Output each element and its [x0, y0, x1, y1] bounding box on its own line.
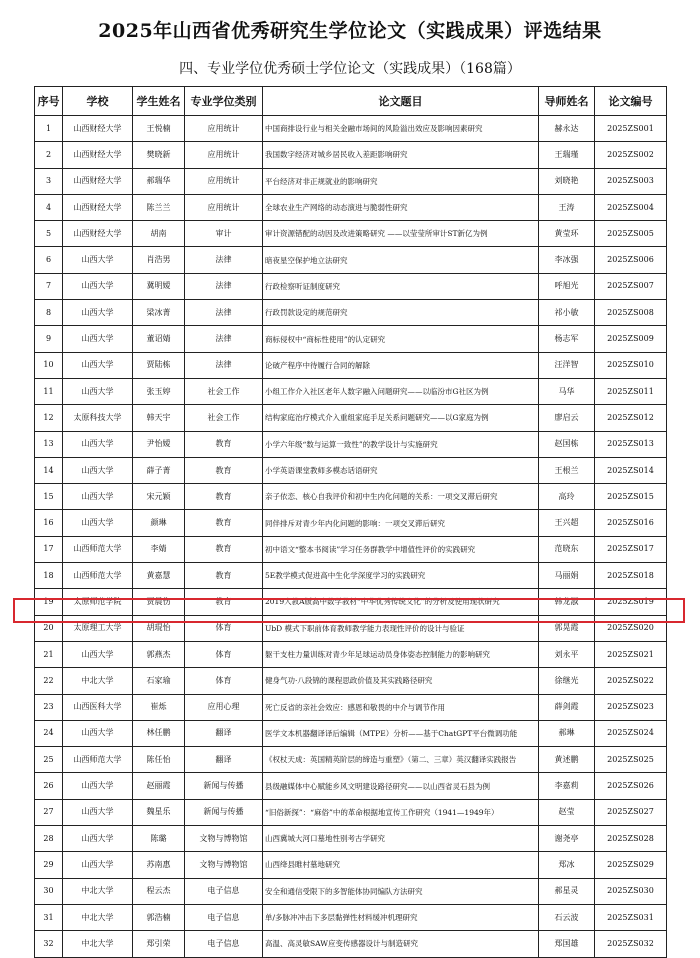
cell-student: 颜琳	[133, 510, 185, 536]
cell-advisor: 马华	[539, 378, 595, 404]
cell-category: 法律	[185, 352, 263, 378]
cell-school: 中北大学	[63, 668, 133, 694]
cell-school: 山西大学	[63, 326, 133, 352]
page-title: 2025年山西省优秀研究生学位论文（实践成果）评选结果	[98, 20, 602, 42]
header-student: 学生姓名	[133, 87, 185, 116]
cell-student: 郭浩楠	[133, 904, 185, 930]
cell-no: 31	[35, 904, 63, 930]
cell-no: 8	[35, 300, 63, 326]
cell-no: 12	[35, 405, 63, 431]
cell-no: 11	[35, 378, 63, 404]
cell-category: 教育	[185, 510, 263, 536]
cell-student: 李婧	[133, 536, 185, 562]
cell-category: 翻译	[185, 720, 263, 746]
cell-student: 胡琨怡	[133, 615, 185, 641]
cell-code: 2025ZS003	[595, 168, 667, 194]
cell-student: 张玉婷	[133, 378, 185, 404]
cell-advisor: 石云波	[539, 904, 595, 930]
cell-no: 27	[35, 799, 63, 825]
cell-school: 山西财经大学	[63, 194, 133, 220]
cell-advisor: 李嘉莉	[539, 773, 595, 799]
cell-school: 山西财经大学	[63, 116, 133, 142]
cell-advisor: 王涛	[539, 194, 595, 220]
cell-category: 法律	[185, 247, 263, 273]
table-row	[35, 484, 667, 510]
cell-school: 山西大学	[63, 247, 133, 273]
cell-student: 石家瑜	[133, 668, 185, 694]
cell-student: 程云杰	[133, 878, 185, 904]
cell-topic: 同伴排斥对青少年内化问题的影响：一项交叉滞后研究	[263, 510, 539, 536]
cell-category: 文物与博物馆	[185, 826, 263, 852]
header-school: 学校	[63, 87, 133, 116]
cell-school: 中北大学	[63, 878, 133, 904]
cell-no: 26	[35, 773, 63, 799]
cell-school: 太原科技大学	[63, 405, 133, 431]
cell-code: 2025ZS005	[595, 221, 667, 247]
results-table	[34, 86, 667, 958]
table-row	[35, 431, 667, 457]
cell-no: 9	[35, 326, 63, 352]
cell-advisor: 汪洋智	[539, 352, 595, 378]
cell-student: 王悦楠	[133, 116, 185, 142]
cell-code: 2025ZS024	[595, 720, 667, 746]
cell-category: 新闻与传播	[185, 799, 263, 825]
cell-category: 电子信息	[185, 878, 263, 904]
cell-school: 山西大学	[63, 431, 133, 457]
cell-advisor: 祁小敏	[539, 300, 595, 326]
cell-school: 山西大学	[63, 799, 133, 825]
cell-student: 胡南	[133, 221, 185, 247]
cell-topic: 《权杖天成：英国精英阶层的缔造与重塑》（第二、三章）英汉翻译实践报告	[263, 747, 539, 773]
table-body	[35, 116, 667, 958]
table-row	[35, 378, 667, 404]
table-row	[35, 300, 667, 326]
cell-student: 陈璐	[133, 826, 185, 852]
cell-student: 梁冰菁	[133, 300, 185, 326]
cell-school: 山西财经大学	[63, 221, 133, 247]
cell-code: 2025ZS001	[595, 116, 667, 142]
cell-category: 新闻与传播	[185, 773, 263, 799]
cell-topic: 商标侵权中“商标性使用”的认定研究	[263, 326, 539, 352]
cell-topic: 小学英语课堂教师多模态话语研究	[263, 457, 539, 483]
cell-code: 2025ZS019	[595, 589, 667, 615]
cell-topic: 我国数字经济对城乡居民收入差距影响研究	[263, 142, 539, 168]
cell-topic: 高温、高灵敏SAW应变传感器设计与制造研究	[263, 931, 539, 957]
table-row	[35, 273, 667, 299]
cell-category: 应用统计	[185, 116, 263, 142]
cell-category: 应用统计	[185, 194, 263, 220]
cell-topic: “旧俗新探”：“麻俗”中的革命根据地宣传工作研究（1941—1949年）	[263, 799, 539, 825]
cell-student: 贾陆栋	[133, 352, 185, 378]
cell-student: 肖浩男	[133, 247, 185, 273]
cell-advisor: 李冰强	[539, 247, 595, 273]
cell-topic: 单/多脉冲冲击下多层黏弹性材料缓冲机理研究	[263, 904, 539, 930]
cell-advisor: 刘晓艳	[539, 168, 595, 194]
cell-student: 宋元颖	[133, 484, 185, 510]
cell-topic: 5E教学模式促进高中生化学深度学习的实践研究	[263, 563, 539, 589]
cell-no: 10	[35, 352, 63, 378]
cell-no: 16	[35, 510, 63, 536]
cell-code: 2025ZS018	[595, 563, 667, 589]
cell-topic: 山西绛县睢村墓地研究	[263, 852, 539, 878]
cell-no: 2	[35, 142, 63, 168]
table-row	[35, 799, 667, 825]
cell-code: 2025ZS017	[595, 536, 667, 562]
cell-category: 教育	[185, 563, 263, 589]
cell-no: 20	[35, 615, 63, 641]
table-row	[35, 563, 667, 589]
cell-topic: 中国商排设行业与相关金融市场间的风险溢出效应及影响因素研究	[263, 116, 539, 142]
cell-topic: 结构家庭治疗模式介入重组家庭手足关系问题研究——以G家庭为例	[263, 405, 539, 431]
table-row	[35, 510, 667, 536]
cell-topic: 2019人教A版高中数学教材“中华优秀传统文化”的分析及使用现状研究	[263, 589, 539, 615]
cell-no: 4	[35, 194, 63, 220]
cell-code: 2025ZS004	[595, 194, 667, 220]
cell-no: 19	[35, 589, 63, 615]
cell-code: 2025ZS028	[595, 826, 667, 852]
table-row	[35, 720, 667, 746]
cell-school: 山西大学	[63, 826, 133, 852]
cell-code: 2025ZS016	[595, 510, 667, 536]
cell-no: 25	[35, 747, 63, 773]
cell-code: 2025ZS031	[595, 904, 667, 930]
cell-school: 太原师范学院	[63, 589, 133, 615]
cell-code: 2025ZS013	[595, 431, 667, 457]
cell-no: 6	[35, 247, 63, 273]
cell-advisor: 刘永平	[539, 641, 595, 667]
cell-school: 山西大学	[63, 300, 133, 326]
cell-category: 社会工作	[185, 378, 263, 404]
cell-topic: 死亡反省的亲社会效应：感恩和敬畏的中介与调节作用	[263, 694, 539, 720]
cell-code: 2025ZS020	[595, 615, 667, 641]
table-row	[35, 194, 667, 220]
cell-student: 韩天宇	[133, 405, 185, 431]
cell-student: 魏星乐	[133, 799, 185, 825]
cell-topic: 小组工作介入社区老年人数字融入问题研究——以临汾市G社区为例	[263, 378, 539, 404]
cell-category: 法律	[185, 326, 263, 352]
cell-no: 15	[35, 484, 63, 510]
table-row	[35, 221, 667, 247]
cell-advisor: 赵国栋	[539, 431, 595, 457]
cell-school: 山西大学	[63, 852, 133, 878]
table-row	[35, 641, 667, 667]
cell-school: 山西大学	[63, 457, 133, 483]
cell-school: 山西财经大学	[63, 168, 133, 194]
cell-topic: 暗夜星空保护地立法研究	[263, 247, 539, 273]
cell-topic: 全球农业生产网络的动态演进与脆弱性研究	[263, 194, 539, 220]
cell-category: 教育	[185, 589, 263, 615]
cell-student: 赵丽霞	[133, 773, 185, 799]
cell-no: 18	[35, 563, 63, 589]
table-row	[35, 589, 667, 615]
cell-category: 体育	[185, 615, 263, 641]
cell-topic: 论破产程序中待履行合同的解除	[263, 352, 539, 378]
cell-code: 2025ZS029	[595, 852, 667, 878]
cell-advisor: 郑国雄	[539, 931, 595, 957]
cell-no: 3	[35, 168, 63, 194]
table-row	[35, 931, 667, 957]
table-row	[35, 116, 667, 142]
cell-category: 社会工作	[185, 405, 263, 431]
cell-advisor: 谢尧亭	[539, 826, 595, 852]
cell-code: 2025ZS002	[595, 142, 667, 168]
cell-code: 2025ZS009	[595, 326, 667, 352]
cell-topic: 行政罚款设定的规范研究	[263, 300, 539, 326]
header-no: 序号	[35, 87, 63, 116]
cell-no: 28	[35, 826, 63, 852]
table-row	[35, 457, 667, 483]
cell-no: 24	[35, 720, 63, 746]
cell-student: 郝瑞华	[133, 168, 185, 194]
table-header-row	[35, 87, 667, 116]
cell-school: 山西师范大学	[63, 536, 133, 562]
cell-school: 山西大学	[63, 273, 133, 299]
cell-topic: 小学六年级“数与运算一致性”的教学设计与实施研究	[263, 431, 539, 457]
cell-school: 山西师范大学	[63, 563, 133, 589]
cell-no: 29	[35, 852, 63, 878]
cell-no: 32	[35, 931, 63, 957]
cell-code: 2025ZS030	[595, 878, 667, 904]
cell-code: 2025ZS022	[595, 668, 667, 694]
table-row	[35, 352, 667, 378]
cell-no: 22	[35, 668, 63, 694]
cell-school: 山西财经大学	[63, 142, 133, 168]
cell-school: 山西大学	[63, 773, 133, 799]
cell-school: 山西大学	[63, 720, 133, 746]
table-row	[35, 878, 667, 904]
cell-advisor: 王根兰	[539, 457, 595, 483]
cell-advisor: 范晓东	[539, 536, 595, 562]
cell-school: 山西大学	[63, 510, 133, 536]
cell-student: 董诏婧	[133, 326, 185, 352]
cell-code: 2025ZS007	[595, 273, 667, 299]
cell-topic: 山西冀城大河口墓地性别考古学研究	[263, 826, 539, 852]
cell-code: 2025ZS012	[595, 405, 667, 431]
cell-student: 樊晓新	[133, 142, 185, 168]
table-row	[35, 747, 667, 773]
cell-topic: 亲子依恋、核心自我评价和初中生内化问题的关系：一项交叉滞后研究	[263, 484, 539, 510]
table-row	[35, 773, 667, 799]
table-row	[35, 668, 667, 694]
cell-advisor: 薛剑霞	[539, 694, 595, 720]
cell-category: 体育	[185, 668, 263, 694]
cell-code: 2025ZS026	[595, 773, 667, 799]
cell-code: 2025ZS025	[595, 747, 667, 773]
cell-code: 2025ZS032	[595, 931, 667, 957]
cell-advisor: 高玲	[539, 484, 595, 510]
table-row	[35, 615, 667, 641]
section-subtitle: 四、专业学位优秀硕士学位论文（实践成果）（168篇）	[179, 61, 521, 77]
cell-student: 陈兰兰	[133, 194, 185, 220]
cell-topic: 县级融媒体中心赋能乡风文明建设路径研究——以山西省灵石县为例	[263, 773, 539, 799]
cell-code: 2025ZS027	[595, 799, 667, 825]
table-row	[35, 904, 667, 930]
cell-code: 2025ZS021	[595, 641, 667, 667]
table-row	[35, 326, 667, 352]
cell-school: 山西大学	[63, 378, 133, 404]
header-category: 专业学位类别	[185, 87, 263, 116]
cell-code: 2025ZS006	[595, 247, 667, 273]
cell-student: 郑引荣	[133, 931, 185, 957]
table-row	[35, 168, 667, 194]
cell-code: 2025ZS011	[595, 378, 667, 404]
cell-advisor: 王兴超	[539, 510, 595, 536]
cell-code: 2025ZS023	[595, 694, 667, 720]
cell-category: 应用心理	[185, 694, 263, 720]
cell-topic: 躯干支柱力量训练对青少年足球运动员身体姿态控制能力的影响研究	[263, 641, 539, 667]
cell-category: 审计	[185, 221, 263, 247]
cell-advisor: 杨志军	[539, 326, 595, 352]
cell-topic: 初中语文“整本书阅读”学习任务群教学中增值性评价的实践研究	[263, 536, 539, 562]
cell-category: 法律	[185, 300, 263, 326]
cell-student: 郭燕杰	[133, 641, 185, 667]
cell-code: 2025ZS015	[595, 484, 667, 510]
cell-advisor: 黄述鹏	[539, 747, 595, 773]
cell-advisor: 廖启云	[539, 405, 595, 431]
cell-no: 21	[35, 641, 63, 667]
cell-advisor: 韩龙淑	[539, 589, 595, 615]
cell-topic: 平台经济对非正规就业的影响研究	[263, 168, 539, 194]
table-row	[35, 536, 667, 562]
cell-advisor: 郑冰	[539, 852, 595, 878]
table-row	[35, 247, 667, 273]
cell-no: 5	[35, 221, 63, 247]
cell-code: 2025ZS010	[595, 352, 667, 378]
header-code: 论文编号	[595, 87, 667, 116]
cell-no: 1	[35, 116, 63, 142]
cell-no: 14	[35, 457, 63, 483]
cell-no: 17	[35, 536, 63, 562]
cell-student: 陈任怡	[133, 747, 185, 773]
cell-category: 教育	[185, 431, 263, 457]
cell-advisor: 王瑞瑾	[539, 142, 595, 168]
cell-school: 山西大学	[63, 352, 133, 378]
cell-student: 尹怡嫒	[133, 431, 185, 457]
cell-advisor: 黄莹环	[539, 221, 595, 247]
cell-advisor: 徐继光	[539, 668, 595, 694]
header-topic: 论文题目	[263, 87, 539, 116]
cell-school: 中北大学	[63, 904, 133, 930]
cell-category: 电子信息	[185, 931, 263, 957]
cell-advisor: 马丽娟	[539, 563, 595, 589]
cell-advisor: 呼旭光	[539, 273, 595, 299]
cell-no: 7	[35, 273, 63, 299]
cell-category: 应用统计	[185, 168, 263, 194]
cell-student: 冀明嫒	[133, 273, 185, 299]
cell-category: 应用统计	[185, 142, 263, 168]
table-row	[35, 826, 667, 852]
cell-category: 体育	[185, 641, 263, 667]
cell-code: 2025ZS008	[595, 300, 667, 326]
cell-topic: 医学文本机器翻译译后编辑（MTPE）分析——基于ChatGPT平台微调功能	[263, 720, 539, 746]
cell-no: 30	[35, 878, 63, 904]
cell-topic: 行政检察听证制度研究	[263, 273, 539, 299]
cell-school: 中北大学	[63, 931, 133, 957]
cell-school: 山西大学	[63, 484, 133, 510]
cell-topic: UbD 模式下职前体育教师教学能力表现性评价的设计与验证	[263, 615, 539, 641]
cell-no: 13	[35, 431, 63, 457]
table-row	[35, 852, 667, 878]
cell-school: 山西医科大学	[63, 694, 133, 720]
header-advisor: 导师姓名	[539, 87, 595, 116]
cell-topic: 安全和通信受限下的多智能体协同编队方法研究	[263, 878, 539, 904]
table-row	[35, 694, 667, 720]
cell-student: 林任鹏	[133, 720, 185, 746]
cell-code: 2025ZS014	[595, 457, 667, 483]
cell-student: 薛子菁	[133, 457, 185, 483]
cell-topic: 审计资源错配的动因及改进策略研究 ——以莹莹所审计ST新亿为例	[263, 221, 539, 247]
cell-topic: 健身气功·八段锦的课程思政价值及其实践路径研究	[263, 668, 539, 694]
cell-school: 太原理工大学	[63, 615, 133, 641]
cell-category: 电子信息	[185, 904, 263, 930]
cell-category: 教育	[185, 484, 263, 510]
table-row	[35, 405, 667, 431]
cell-student: 苏南惠	[133, 852, 185, 878]
cell-category: 法律	[185, 273, 263, 299]
cell-no: 23	[35, 694, 63, 720]
cell-school: 山西师范大学	[63, 747, 133, 773]
cell-advisor: 赫永达	[539, 116, 595, 142]
cell-student: 贾晨伤	[133, 589, 185, 615]
cell-advisor: 赵莹	[539, 799, 595, 825]
cell-category: 教育	[185, 457, 263, 483]
cell-category: 教育	[185, 536, 263, 562]
cell-advisor: 郭晃霞	[539, 615, 595, 641]
cell-advisor: 郝星灵	[539, 878, 595, 904]
cell-category: 翻译	[185, 747, 263, 773]
cell-category: 文物与博物馆	[185, 852, 263, 878]
cell-advisor: 郝琳	[539, 720, 595, 746]
cell-student: 黄嘉慧	[133, 563, 185, 589]
table-row	[35, 142, 667, 168]
cell-student: 崔烁	[133, 694, 185, 720]
cell-school: 山西大学	[63, 641, 133, 667]
